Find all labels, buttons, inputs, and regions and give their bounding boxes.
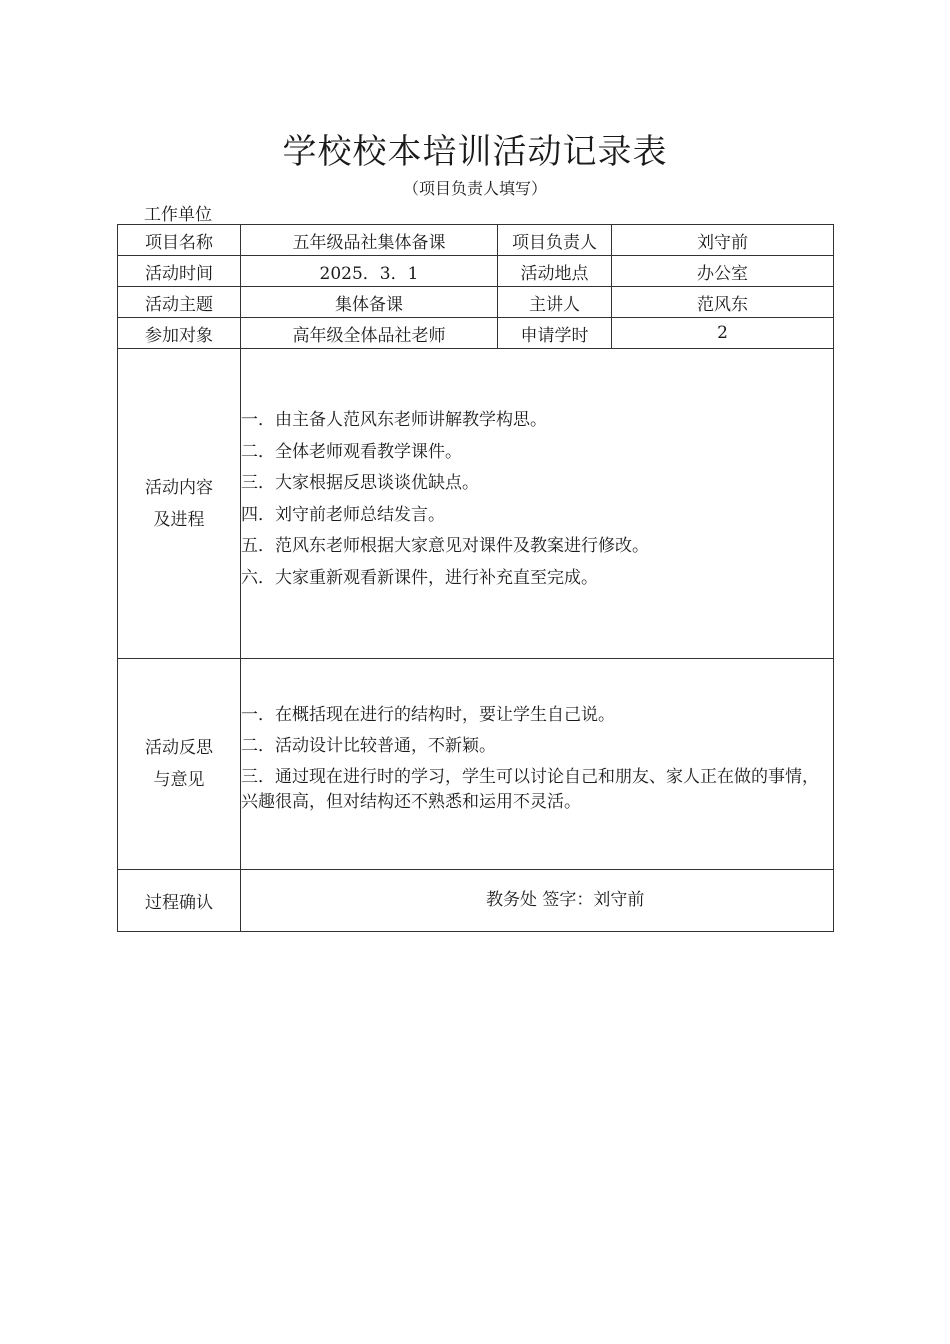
- hours-label: 申请学时: [498, 318, 612, 349]
- table-row: [118, 225, 834, 256]
- list-item: 五．范风东老师根据大家意见对课件及教案进行修改。: [241, 536, 649, 556]
- confirm-signature: 教务处 签字：刘守前: [486, 890, 645, 910]
- participants-label: 参加对象: [118, 318, 241, 349]
- participants-value: 高年级全体品社老师: [241, 318, 498, 349]
- list-item: 二．活动设计比较普通，不新颖。: [241, 736, 496, 757]
- confirm-content: [241, 870, 834, 932]
- leader-label: 项目负责人: [498, 225, 612, 256]
- list-item: 一．在概括现在进行的结构时，要让学生自己说。: [241, 704, 615, 725]
- process-content: [241, 349, 834, 659]
- time-value: 2025．3．1: [241, 256, 498, 287]
- reflection-label-line2: 与意见: [153, 770, 205, 790]
- theme-value: 集体备课: [241, 287, 498, 318]
- leader-value: 刘守前: [612, 225, 834, 256]
- place-value: 办公室: [612, 256, 834, 287]
- table-row: [118, 318, 834, 349]
- list-item: 二．全体老师观看教学课件。: [241, 441, 462, 462]
- project-name-label: 项目名称: [118, 225, 241, 256]
- confirm-label: 过程确认: [118, 870, 241, 932]
- reflection-label: [118, 659, 241, 870]
- speaker-label: 主讲人: [498, 287, 612, 318]
- project-name-value: 五年级品社集体备课: [241, 225, 498, 256]
- process-label-line1: 活动内容: [145, 477, 213, 498]
- page-title: 学校校本培训活动记录表: [282, 132, 668, 172]
- table-row: [118, 256, 834, 287]
- time-label: 活动时间: [118, 256, 241, 287]
- reflection-label-line1: 活动反思: [145, 738, 213, 758]
- list-item: 六．大家重新观看新课件，进行补充直至完成。: [241, 567, 598, 588]
- table-row: [118, 287, 834, 318]
- speaker-value: 范风东: [612, 287, 834, 318]
- list-item: 四．刘守前老师总结发言。: [241, 504, 445, 525]
- place-label: 活动地点: [498, 256, 612, 287]
- record-table: [117, 224, 834, 932]
- list-item: 三．通过现在进行时的学习，学生可以讨论自己和朋友、家人正在做的事情，兴趣很高，但对结构还不熟悉和运用不灵活。: [241, 766, 819, 812]
- work-unit-label: 工作单位: [144, 205, 212, 225]
- list-item: 一．由主备人范风东老师讲解教学构思。: [241, 410, 547, 430]
- page-subtitle: （项目负责人填写）: [402, 179, 547, 198]
- list-item: 三．大家根据反思谈谈优缺点。: [241, 473, 479, 493]
- hours-value: 2: [612, 318, 834, 349]
- process-label: [118, 349, 241, 659]
- table-row: [118, 659, 834, 870]
- process-label-line2: 及进程: [153, 509, 205, 530]
- table-row: [118, 870, 834, 932]
- table-row: [118, 349, 834, 659]
- reflection-content: [241, 659, 834, 870]
- theme-label: 活动主题: [118, 287, 241, 318]
